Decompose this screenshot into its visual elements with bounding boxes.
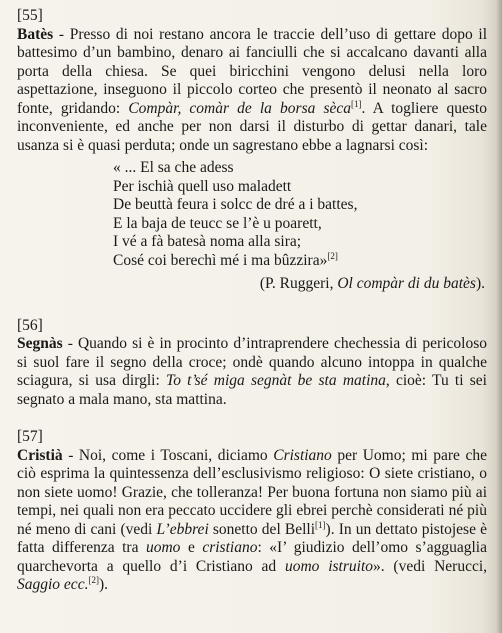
italic-phrase: Compàr, comàr de la borsa sèca [128, 99, 351, 117]
footnote-ref: [2] [327, 250, 338, 261]
entry-55 [17, 7, 487, 294]
italic-title: L’ebbrei [156, 520, 209, 538]
footnote-ref: [1] [315, 519, 326, 530]
poem-line-text: Cosé coi berechì mé i ma bûzzira» [113, 251, 328, 269]
entry-text-continued: . A togliere questo inconveniente, ed anche per non darsi il disturbo di gettar danari, tale usanza si è quasi perduta; onde un sagrestano ebbe a lagnarsi così: [17, 99, 487, 154]
citation-suffix: ). [475, 275, 485, 292]
page-edge-shadow [496, 0, 502, 633]
entry-term: Segnàs [17, 335, 63, 352]
entry-text: - Presso di noi restano ancora le traccie dell’uso di gettare dopo il battesimo d’un bambino, denaro ai fanciulli che si accalcano davanti alla porta della chiesa. Se quei biricchini vengono delusi nella loro aspettazione, inseguono il piccolo corteo che presentò il neonato al sacro fonte, gridando: [17, 25, 487, 117]
entry-text: e [180, 539, 203, 556]
page-content [17, 7, 487, 595]
footnote-ref: [1] [351, 98, 362, 109]
entry-text: : «I’ giudizio dell’omo s’agguaglia quarchevorta a quello d’i Cristiano ad [17, 539, 487, 575]
italic-phrase: To t’sé miga segnàt be sta matina [166, 372, 386, 389]
entry-number: [57] [17, 428, 43, 445]
poem-line: « ... El sa che adess [113, 159, 234, 176]
poem-line: Per ischià quell uso maladett [113, 177, 292, 195]
citation-title: Ol compàr di du batès [337, 275, 476, 292]
entry-paragraph [17, 447, 487, 595]
footnote-ref: [2] [88, 574, 99, 585]
poem-line: De beuttà feura i solcc de dré a i battes, [113, 196, 358, 213]
poem-quote [113, 159, 487, 270]
entry-56 [17, 317, 487, 410]
entry-text: ). In un dettato pistojese è fatta differenza tra [17, 520, 487, 556]
entry-text: ). [98, 576, 108, 593]
poem-line-last [113, 252, 487, 271]
poem-line: E la baja de teucc se l’è u poarett, [113, 214, 322, 232]
poem-line: I vé a fà batesà noma alla sira; [113, 233, 302, 250]
italic-word: uomo [145, 539, 181, 556]
entry-text: ». (vedi Nerucci, [373, 557, 488, 575]
entry-text: - Noi, come i Toscani, diciamo [62, 446, 274, 464]
italic-phrase: uomo istruito [284, 557, 374, 575]
entry-number: [55] [17, 7, 43, 24]
entry-text: - Quando si è in procinto d’intraprendere chechessia di pericoloso si suol fare il segno della croce; ondè quando alcuno intoppa in qualche sciagura, si usa dirgli: [17, 335, 487, 389]
entry-text: per Uomo; mi pare che ciò esprima la quintessenza dell’esclusivismo religioso: O siete cristiano, o non siete uomo! Grazie, che tolleranza! Per buona fortuna non siamo più ai tempi, nei quali non era peccato uccidere gli ebrei perchè considerati né più né meno di cani (vedi [17, 446, 488, 538]
italic-phrase: Cristiano [273, 446, 332, 464]
entry-paragraph [17, 335, 487, 409]
italic-word: cristiano [202, 539, 258, 556]
entry-57 [17, 428, 487, 595]
entry-text-continued: , cioè: Tu ti sei segnato a mala mano, sta mattina. [17, 372, 487, 408]
entry-number: [56] [17, 316, 43, 334]
entry-paragraph [17, 26, 487, 156]
spacer [17, 294, 487, 317]
entry-term: Cristià [17, 446, 63, 464]
italic-title: Saggio ecc. [17, 576, 89, 593]
citation-prefix: (P. Ruggeri, [259, 275, 338, 292]
entry-term: Batès [17, 25, 54, 43]
spacer [17, 409, 487, 428]
entry-text: sonetto del Belli [208, 520, 316, 538]
citation [17, 275, 485, 294]
